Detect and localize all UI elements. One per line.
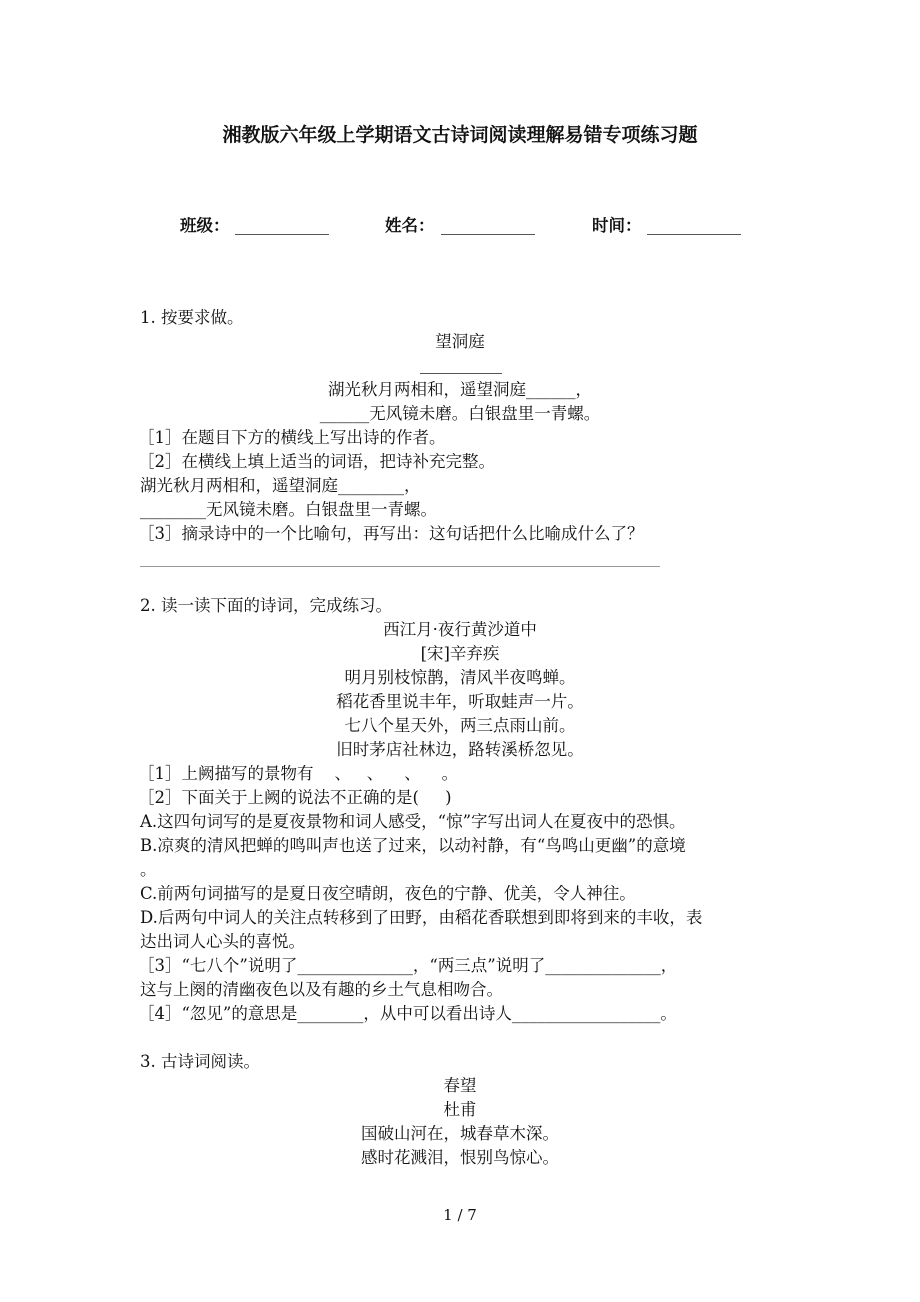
q1-sub3: ［3］摘录诗中的一个比喻句，再写出：这句话把什么比喻成什么了？ <box>138 524 644 543</box>
q2-sub2: ［2］下面关于上阙的说法不正确的是( ) <box>138 788 452 807</box>
q2-option-b-cont: 。 <box>140 860 157 879</box>
q2-sub1: ［1］上阙描写的景物有 、 、 、 。 <box>138 764 459 783</box>
q3-poem-line: 感时花溅泪，恨别鸟惊心。 <box>361 1148 559 1167</box>
q1-poem-title: 望洞庭 <box>435 332 485 351</box>
q1-sub2: ［2］在横线上填上适当的词语，把诗补充完整。 <box>138 452 495 471</box>
name-blank[interactable] <box>441 234 535 235</box>
q1-answer-line[interactable] <box>140 566 660 567</box>
time-blank[interactable] <box>647 234 741 235</box>
class-label: 班级： <box>180 216 230 235</box>
q1-prompt: 1. 按要求做。 <box>140 308 244 327</box>
q3-poem-title: 春望 <box>443 1076 477 1095</box>
class-blank[interactable] <box>235 234 329 235</box>
q1-poem-line: 湖光秋月两相和，遥望洞庭______， <box>328 380 592 399</box>
q2-sub4: ［4］“忽见”的意思是________，从中可以看出诗人__________________。 <box>138 1004 677 1023</box>
time-label: 时间： <box>592 216 642 235</box>
q2-option-c: C.前两句词描写的是夏日夜空晴朗，夜色的宁静、优美，令人神往。 <box>140 884 636 903</box>
page-title: 湘教版六年级上学期语文古诗词阅读理解易错专项练习题 <box>222 124 698 146</box>
q2-sub3: ［3］“七八个”说明了______________，“两三点”说明了______________， <box>138 956 678 975</box>
q1-sub1: ［1］在题目下方的横线上写出诗的作者。 <box>138 428 446 447</box>
q2-option-b: B.凉爽的清风把蝉的鸣叫声也送了过来，以动衬静，有“鸟鸣山更幽”的意境 <box>140 836 686 855</box>
q2-poem-author: [宋]辛弃疾 <box>420 644 500 663</box>
q2-poem-title: 西江月·夜行黄沙道中 <box>383 620 537 639</box>
q2-sub3-cont: 这与上阕的清幽夜色以及有趣的乡土气息相吻合。 <box>140 980 503 999</box>
q1-fill-line: ________无风镜未磨。白银盘里一青螺。 <box>140 500 437 519</box>
q3-prompt: 3. 古诗词阅读。 <box>140 1052 260 1071</box>
name-label: 姓名： <box>385 216 435 235</box>
q3-poem-author: 杜甫 <box>443 1100 477 1119</box>
q2-option-d: D.后两句中词人的关注点转移到了田野，由稻花香联想到即将到来的丰收，表 <box>140 908 703 927</box>
page-number: 1 / 7 <box>443 1206 477 1224</box>
q1-fill-line: 湖光秋月两相和，遥望洞庭________， <box>140 476 421 495</box>
q1-author-blank[interactable] <box>420 373 502 374</box>
q2-poem-line: 明月别枝惊鹊，清风半夜鸣蝉。 <box>344 668 576 687</box>
q2-option-d-cont: 达出词人心头的喜悦。 <box>140 932 305 951</box>
q2-poem-line: 稻花香里说丰年，听取蛙声一片。 <box>336 692 584 711</box>
q2-poem-line: 七八个星天外，两三点雨山前。 <box>344 716 576 735</box>
q3-poem-line: 国破山河在，城春草木深。 <box>361 1124 559 1143</box>
q2-poem-line: 旧时茅店社林边，路转溪桥忽见。 <box>336 740 584 759</box>
q2-prompt: 2. 读一读下面的诗词，完成练习。 <box>140 596 392 615</box>
q1-poem-line: ______无风镜未磨。白银盘里一青螺。 <box>319 404 601 423</box>
q2-option-a: A.这四句词写的是夏夜景物和词人感受，“惊”字写出词人在夏夜中的恐惧。 <box>140 812 686 831</box>
